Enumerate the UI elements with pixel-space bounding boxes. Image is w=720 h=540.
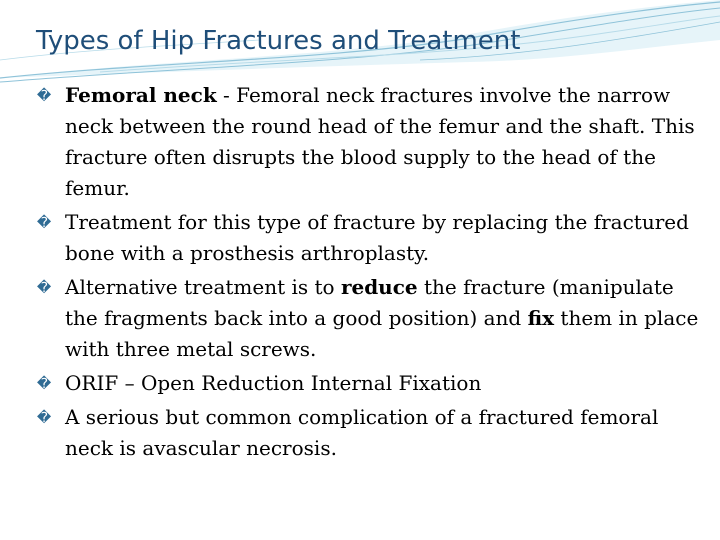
bullet-treatment (30, 207, 700, 269)
bullet-bold-term: reduce (340, 275, 418, 299)
bullet-alternative-treatment (30, 272, 700, 365)
bullet-marker: � (36, 88, 52, 104)
bullet-text: ORIF – Open Reduction Internal Fixation (65, 371, 482, 395)
bullet-text: the fracture (manipulate the fragments back into a good position) and (65, 275, 674, 330)
bullet-bold-term: Femoral neck (65, 83, 217, 107)
bullet-femoral-neck (30, 80, 700, 204)
bullet-text: - Femoral neck fractures involve the narrow neck between the round head of the femur and the shaft. This fracture often disrupts the blood supply to the head of the femur. (65, 83, 695, 200)
bullet-marker: � (36, 280, 52, 296)
bullet-text: A serious but common complication of a fractured femoral neck is avascular necrosis. (65, 405, 659, 460)
bullet-marker: � (36, 410, 52, 426)
bullet-orif (30, 368, 700, 399)
bullet-text: Alternative treatment is to (65, 275, 341, 299)
slide-title: Types of Hip Fractures and Treatment (36, 26, 521, 56)
bullet-list (30, 80, 700, 467)
bullet-marker: � (36, 215, 52, 231)
bullet-text: them in place with three metal screws. (65, 306, 699, 361)
bullet-text: Treatment for this type of fracture by replacing the fractured bone with a prosthesis arthroplasty. (65, 210, 689, 265)
bullet-marker: � (36, 376, 52, 392)
bullet-complication (30, 402, 700, 464)
bullet-bold-term: fix (527, 306, 555, 330)
